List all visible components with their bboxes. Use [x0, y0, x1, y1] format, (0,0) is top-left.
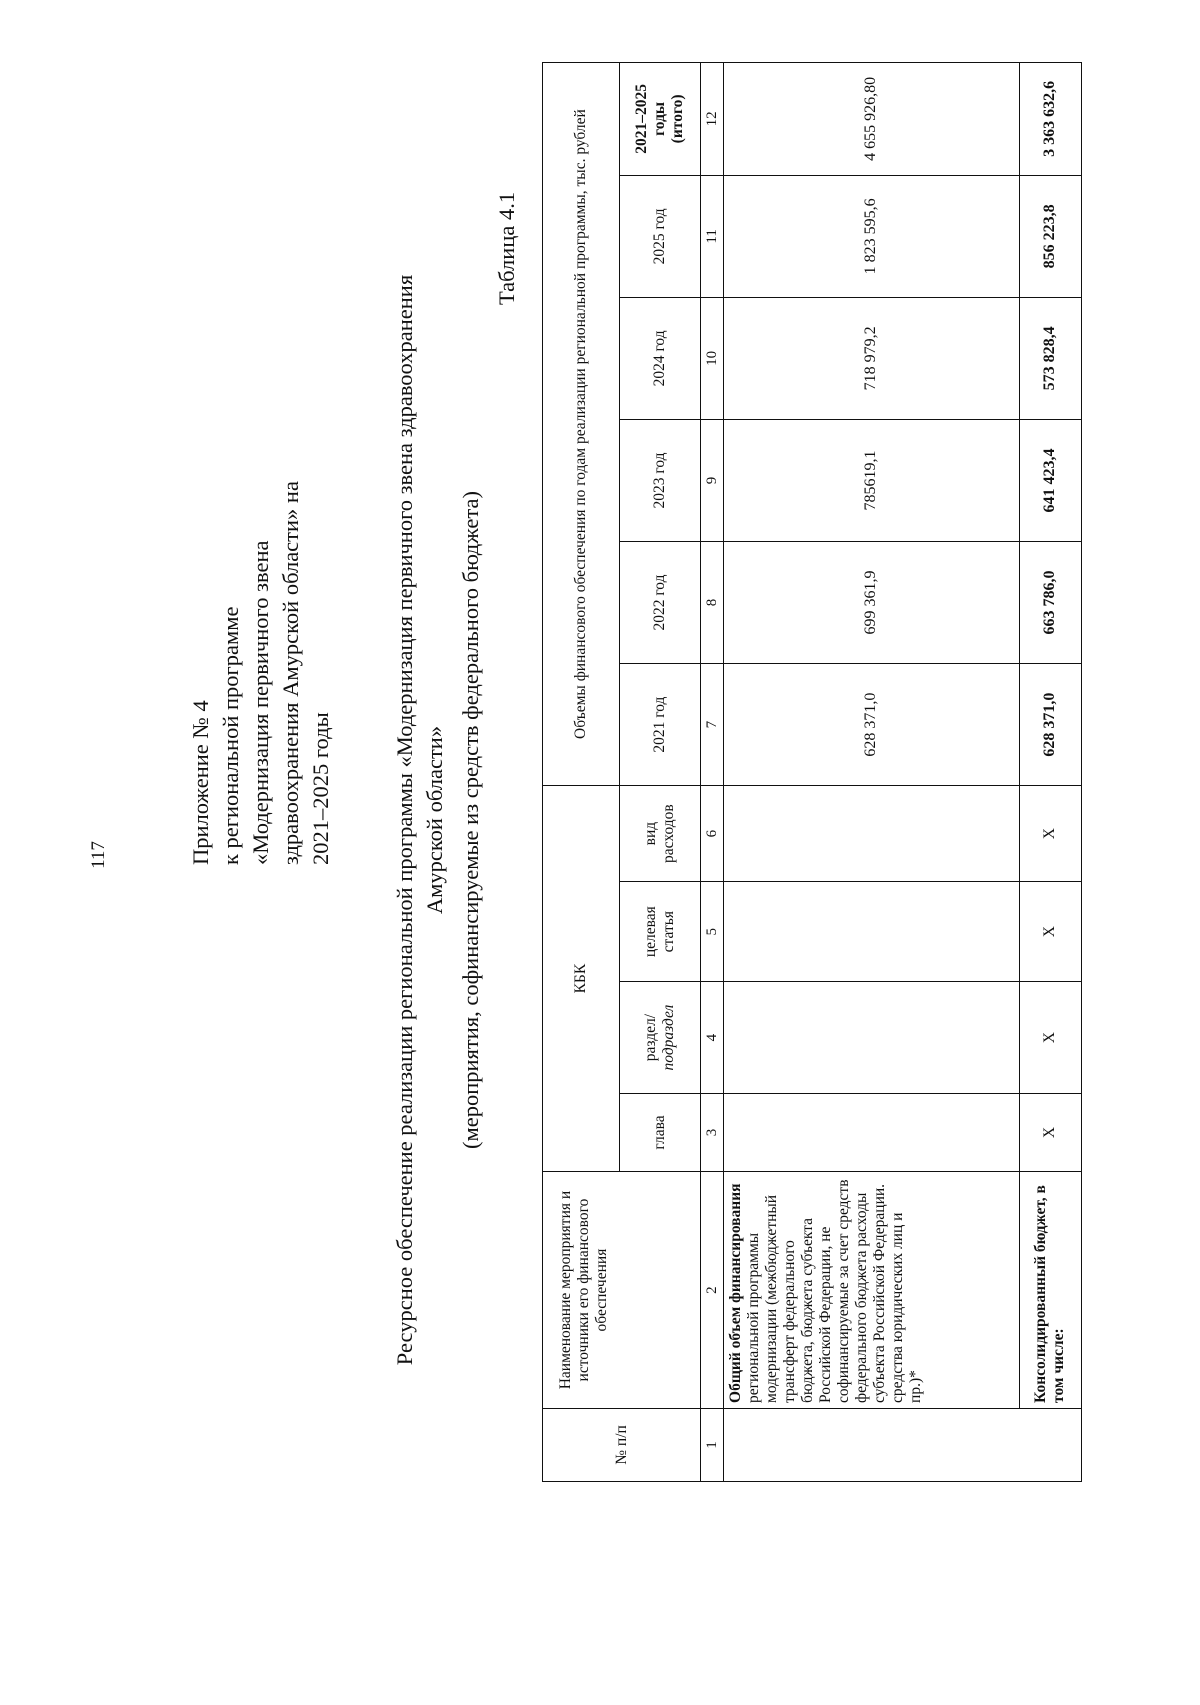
header-kbk-type: вид расходов	[620, 786, 701, 882]
table-label: Таблица 4.1	[494, 191, 519, 305]
page-number: 117	[88, 841, 109, 869]
table-row	[724, 63, 1020, 1482]
column-number: 11	[701, 175, 724, 297]
row1-2022: 699 361,9	[724, 541, 1020, 663]
header-year-2023: 2023 год	[620, 419, 701, 541]
row2-type: Х	[1019, 786, 1081, 882]
appendix-line: к региональной программе	[218, 606, 243, 865]
table-row	[1019, 63, 1081, 1482]
header-total-c: (итого)	[669, 94, 686, 144]
row2-total: 3 363 632,6	[1019, 63, 1081, 176]
column-number: 12	[701, 63, 724, 176]
document-title	[390, 190, 486, 1450]
row1-name-rest: региональной программы модернизации (межбюджетный трансферт федерального бюджета, бюджета субъекта Российской Федерации, не софинансируемые за счет средств федерального бюджета расходы субъекта Российской Федерации. средства юридических лиц и пр.)*	[745, 1179, 924, 1403]
header-kbk-chapter: глава	[620, 1093, 701, 1171]
header-year-2024: 2024 год	[620, 297, 701, 419]
header-col-name: Наименование мероприятия и источники его финансового обеспечения	[543, 1172, 701, 1409]
appendix-line: 2021–2025 годы	[308, 712, 333, 865]
column-number: 3	[701, 1093, 724, 1171]
column-number: 6	[701, 786, 724, 882]
row2-2024: 573 828,4	[1019, 297, 1081, 419]
header-total	[620, 63, 701, 176]
appendix-block	[186, 345, 336, 865]
row1-total: 4 655 926,80	[724, 63, 1020, 176]
column-number: 9	[701, 419, 724, 541]
header-total-a: 2021–2025	[633, 84, 650, 154]
title-line-3: (мероприятия, софинансируемые из средств федерального бюджета)	[458, 490, 483, 1150]
row1-target	[724, 882, 1020, 982]
row1-section	[724, 982, 1020, 1094]
header-col-num: № п/п	[543, 1408, 701, 1481]
appendix-line: Приложение № 4	[188, 700, 213, 865]
column-number: 7	[701, 664, 724, 786]
header-volumes: Объемы финансового обеспечения по годам реализации региональной программы, тыс. рублей	[543, 63, 620, 786]
column-number: 8	[701, 541, 724, 663]
header-total-b: годы	[651, 101, 668, 136]
header-year-2021: 2021 год	[620, 664, 701, 786]
header-year-2025: 2025 год	[620, 175, 701, 297]
row1-2025: 1 823 595,6	[724, 175, 1020, 297]
row1-2023: 785619,1	[724, 419, 1020, 541]
header-year-2022: 2022 год	[620, 541, 701, 663]
title-line-2: Амурской области»	[422, 725, 447, 915]
header-row-1	[543, 63, 620, 1482]
title-line-1: Ресурсное обеспечение реализации региональной программы «Модернизация первичного звена здравоохранения	[392, 274, 417, 1366]
row2-2022: 663 786,0	[1019, 541, 1081, 663]
header-kbk: КБК	[543, 786, 620, 1172]
column-number: 4	[701, 982, 724, 1094]
appendix-line: «Модернизация первичного звена	[248, 540, 273, 865]
appendix-line: здравоохранения Амурской области» на	[278, 481, 303, 865]
row1-2024: 718 979,2	[724, 297, 1020, 419]
row2-2025: 856 223,8	[1019, 175, 1081, 297]
row-number-cell	[724, 1408, 1082, 1481]
resource-table	[542, 62, 1082, 1482]
column-number: 10	[701, 297, 724, 419]
column-number: 1	[701, 1408, 724, 1481]
header-kbk-target: целевая статья	[620, 882, 701, 982]
column-number: 2	[701, 1172, 724, 1409]
row1-2021: 628 371,0	[724, 664, 1020, 786]
row2-section: Х	[1019, 982, 1081, 1094]
row2-name: Консолидированный бюджет, в том числе:	[1019, 1172, 1081, 1409]
row1-name-bold: Общий объем финансирования	[727, 1183, 744, 1403]
column-number: 5	[701, 882, 724, 982]
header-kbk-section-a: раздел/	[642, 1013, 659, 1062]
row2-2021: 628 371,0	[1019, 664, 1081, 786]
row2-target: Х	[1019, 882, 1081, 982]
header-kbk-section-b: подраздел	[660, 1004, 677, 1071]
header-kbk-section	[620, 982, 701, 1094]
row2-2023: 641 423,4	[1019, 419, 1081, 541]
row2-chapter: Х	[1019, 1093, 1081, 1171]
row1-chapter	[724, 1093, 1020, 1171]
row1-type	[724, 786, 1020, 882]
row1-name	[724, 1172, 1020, 1409]
column-number-row	[701, 63, 724, 1482]
